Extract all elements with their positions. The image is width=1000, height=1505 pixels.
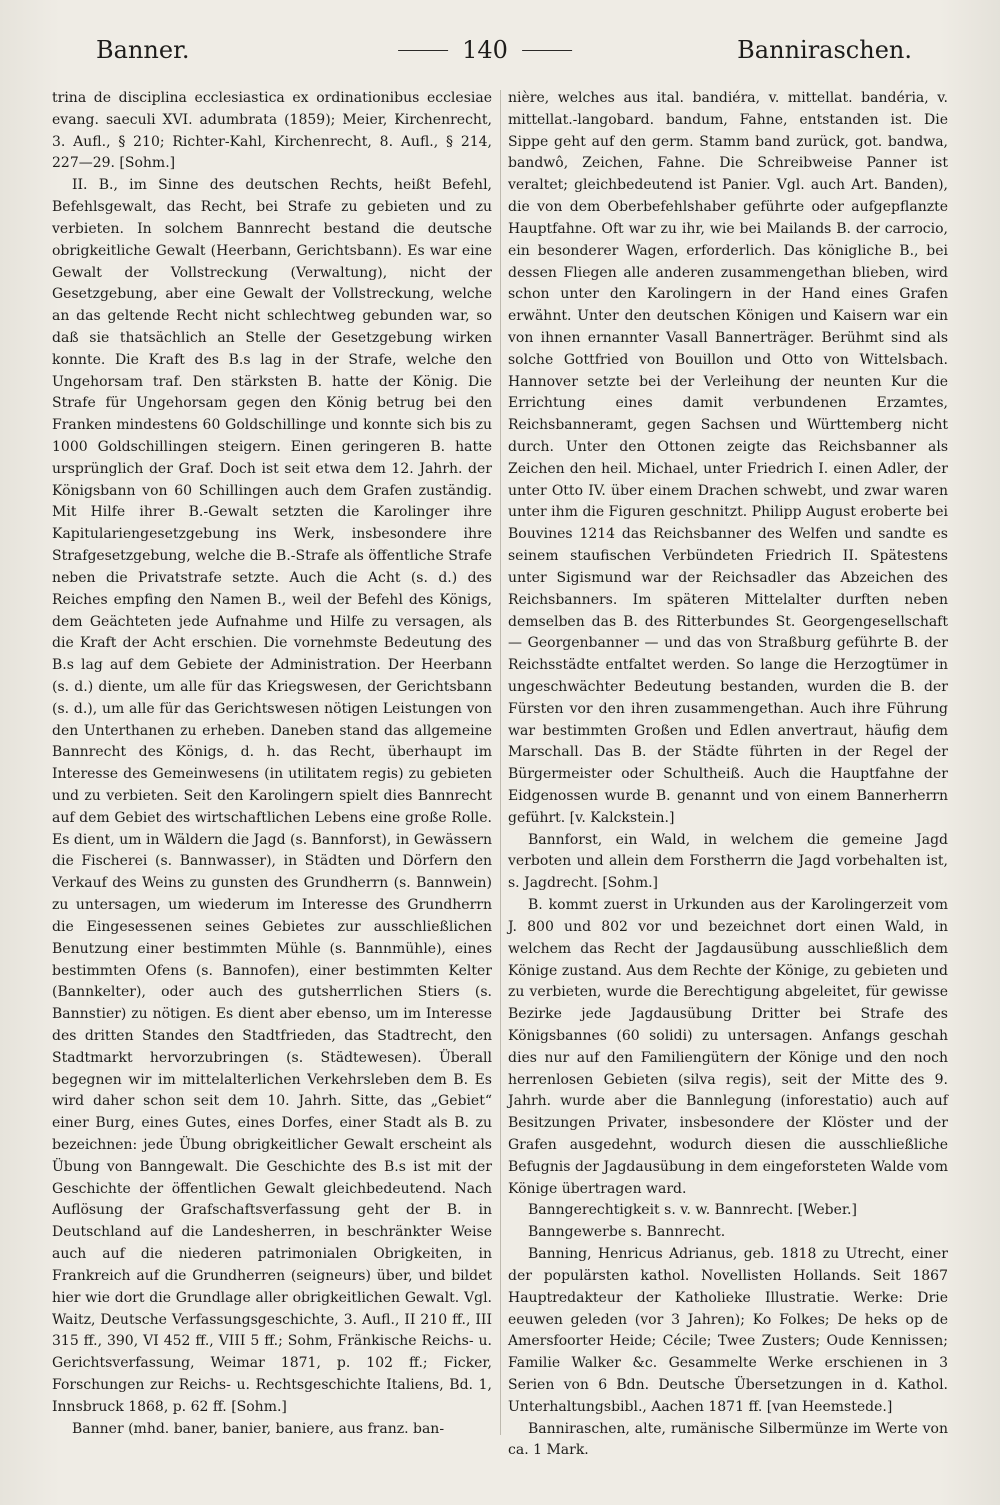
left-paragraph-3: Banner (mhd. baner, banier, baniere, aus franz. ban- [72,1420,445,1437]
right-paragraph-4: Banngerechtigkeit s. v. w. Bannrecht. [Weber.] [528,1202,857,1219]
right-column [508,88,948,1462]
right-paragraph-3: B. kommt zuerst in Urkunden aus der Karolingerzeit vom J. 800 und 802 vor und bezeichnet dort einen Wald, in welchem das Recht der Jagdausübung ausschließlich dem Könige zustand. Aus dem Rechte der Könige, zu gebieten und zu verbieten, wurde die Berechtigung abgeleitet, für gewisse Bezirke jede Jagdausübung Dritter bei Strafe des Königsbannes (60 solidi) zu untersagen. Anfangs geschah dies nur auf den Familiengütern der Könige und den noch herrenlosen Gebieten (silva regis), seit der Mitte des 9. Jahrh. wurde aber die Bannlegung (inforestatio) auch auf Besitzungen Privater, insbesondere der Klöster und der Grafen ausgedehnt, wodurch diesen die ausschließliche Befugnis der Jagdausübung in dem eingeforsteten Walde vom Könige übertragen ward. [508,897,948,1197]
header-right-keyword: Bannirasϲhen. [737,36,912,64]
page-number-block [398,36,572,64]
running-head [58,36,912,76]
right-paragraph-6: Banning, Henricus Adrianus, geb. 1818 zu Utrecht, einer der populärsten kathol. Novellisten Hollands. Seit 1867 Hauptredakteur der Katholieke Illustratie. Werke: Drie eeuwen geleden (vor 3 Jahren); Ko Folkes; De heks op de Amersfoorter Heide; Cécile; Twee Zusters; Oude Kennissen; Familie Walker &c. Gesammelte Werke erschienen in 3 Serien von 6 Bdn. Deutsche Übersetzungen in d. Kathol. Unterhaltungsbibl., Aachen 1871 ff. [van Heemstede.] [508,1246,948,1415]
right-paragraph-2: Bannforst, ein Wald, in welchem die gemeine Jagd verboten und allein dem Forstherrn die Jagd vorbehalten ist, s. Jagdrecht. [Sohm.] [508,831,948,892]
left-column [52,88,492,1440]
right-paragraph-7: Bannirasϲhen, alte, rumänische Silbermünze im Werte von ca. 1 Mark. [508,1420,948,1459]
right-paragraph-1: nière, welches aus ital. bandiéra, v. mittellat. bandéria, v. mittellat.-langobard. bandum, Fahne, entstanden ist. Die Sippe geht auf den germ. Stamm band zurück, got. bandwa, bandwô, Zeichen, Fahne. Die Schreibweise Panner ist veraltet; gleichbedeutend ist Panier. Vgl. auch Art. Banden), die von dem Oberbefehlshaber geführte oder aufgepflanzte Hauptfahne. Oft war zu ihr, wie bei Mailands B. der carrocio, ein besonderer Wagen, erforderlich. Das königliche B., bei dessen Fliegen alle anderen zusammengethan blieben, wird schon unter den Karolingern in der Hand eines Grafen erwähnt. Unter den deutschen Königen und Kaisern war ein von ihnen ernannter Vasall Bannerträger. Berühmt sind als solche Gottfried von Bouillon und Otto von Wittelsbach. Hannover setzte bei der Verleihung der neunten Kur die Errichtung eines damit verbundenen Erzamtes, Reichsbanneramt, gegen Sachsen und Württemberg nicht durch. Unter den Ottonen zeigte das Reichsbanner als Zeichen den heil. Michael, unter Friedrich I. einen Adler, der unter Otto IV. über einem Drachen schwebt, und zwar waren unter ihm die Figuren geschnitzt. Philipp August eroberte bei Bouvines 1214 das Reichsbanner des Welfen und sandte es seinem staufischen Verbündeten Friedrich II. Spätestens unter Sigismund war der Reichsadler das Abzeichen des Reichsbanners. Im späteren Mittelalter durften neben demselben das B. des Ritterbundes St. Georgengesellschaft — Georgenbanner — und das von Straßburg geführte B. der Reichsstädte entfaltet werden. So lange die Herzogtümer in ungeschwächter Bedeutung bestanden, wurden die B. der Fürsten vor den ihren zusammengethan. Auch ihre Führung war bestimmten Großen und Edlen anvertraut, häufig dem Marschall. Das B. der Städte führten in der Regel der Bürgermeister oder Schultheiß. Auch die Hauptfahne der Eidgenossen wurde B. genannt und von einem Bannerherrn geführt. [v. Kalckstein.] [508,90,948,826]
header-dash-left [398,50,448,51]
header-left-keyword: Banner. [96,36,190,64]
column-divider [500,90,501,1435]
header-dash-right [522,50,572,51]
right-paragraph-5: Banngewerbe s. Bannrecht. [528,1224,726,1241]
left-paragraph-1: trina de disciplina ecclesiastica ex ordinationibus ecclesiae evang. saeculi XVI. adumbrata (1859); Meier, Kirchenrecht, 3. Aufl., § 210; Richter-Kahl, Kirchenrecht, 8. Aufl., § 214, 227—29. [Sohm.] [52,90,492,172]
left-paragraph-2: II. B., im Sinne des deutschen Rechts, heißt Befehl, Befehlsgewalt, das Recht, bei Strafe zu gebieten und zu verbieten. In solchem Bannrecht bestand die deutsche obrigkeitliche Gewalt (Heerbann, Gerichtsbann). Es war eine Gewalt der Vollstreckung (Verwaltung), nicht der Gesetzgebung, aber eine Gewalt der Vollstreckung, welche an das geltende Recht nicht schlechtweg gebunden war, so daß sie thatsächlich an Stelle der Gesetzgebung wirken konnte. Die Kraft des B.s lag in der Strafe, welche den Ungehorsam traf. Den stärksten B. hatte der König. Die Strafe für Ungehorsam gegen den König betrug bei den Franken mindestens 60 Goldschillinge und konnte sich bis zu 1000 Goldschillingen steigern. Einen geringeren B. hatte ursprünglich der Graf. Doch ist seit etwa dem 12. Jahrh. der Königsbann von 60 Schillingen auch dem Grafen zuständig. Mit Hilfe ihrer B.-Gewalt setzten die Karolinger ihre Kapitulariengesetzgebung ins Werk, insbesondere ihre Strafgesetzgebung, welche die B.-Strafe als öffentliche Strafe neben die Privatstrafe setzte. Auch die Acht (s. d.) des Reiches empfing den Namen B., weil der Befehl des Königs, dem Geächteten jede Aufnahme und Hilfe zu versagen, als die Kraft der Acht erschien. Die vornehmste Bedeutung des B.s lag auf dem Gebiete der Administration. Der Heerbann (s. d.) diente, um alle für das Kriegswesen, der Gerichtsbann (s. d.), um alle für das Gerichtswesen nötigen Leistungen von den Unterthanen zu erheben. Daneben stand das allgemeine Bannrecht des Königs, d. h. das Recht, überhaupt im Interesse des Gemeinwesens (in utilitatem regis) zu gebieten und zu verbieten. Seit den Karolingern spielt dies Bannrecht auf dem Gebiet des wirtschaftlichen Lebens eine große Rolle. Es dient, um in Wäldern die Jagd (s. Bannforst), in Gewässern die Fischerei (s. Bannwasser), in Städten und Dörfern den Verkauf des Weins zu gunsten des Grundherrn (s. Bannwein) zu untersagen, um wiederum im Interesse des Grundherrn die Eingesessenen seines Gebietes zur ausschließlichen Benutzung einer bestimmten Mühle (s. Bannmühle), eines bestimmten Ofens (s. Bannofen), einer bestimmten Kelter (Bannkelter), oder auch des gutsherrlichen Stiers (s. Bannstier) zu nötigen. Es dient aber ebenso, um im Interesse des dritten Standes den Stadtfrieden, das Stadtrecht, den Stadtmarkt hervorzubringen (s. Städtewesen). Überall begegnen wir im mittelalterlichen Verkehrsleben dem B. Es wird daher schon seit dem 10. Jahrh. Sitte, das „Gebiet“ einer Burg, eines Gutes, eines Dorfes, einer Stadt als B. zu bezeichnen: jede Übung obrigkeitlicher Gewalt erscheint als Übung von Banngewalt. Die Geschichte des B.s ist mit der Geschichte der öffentlichen Gewalt gleichbedeutend. Nach Auflösung der Grafschaftsverfassung geht der B. in Deutschland auf die Landesherren, in beschränkter Weise auch auf die niederen patrimonialen Obrigkeiten, in Frankreich auf die Grundherren (seigneurs) über, und bildet hier wie dort die Grundlage aller obrigkeitlichen Gewalt. Vgl. Waitz, Deutsche Verfassungsgeschichte, 3. Aufl., II 210 ff., III 315 ff., 390, VI 452 ff., VIII 5 ff.; Sohm, Fränkische Reichs- u. Gerichtsverfassung, Weimar 1871, p. 102 ff.; Ficker, Forschungen zur Reichs- u. Rechtsgeschichte Italiens, Bd. 1, Innsbruck 1868, p. 62 ff. [Sohm.] [52,177,492,1415]
page-number: 140 [462,36,508,64]
